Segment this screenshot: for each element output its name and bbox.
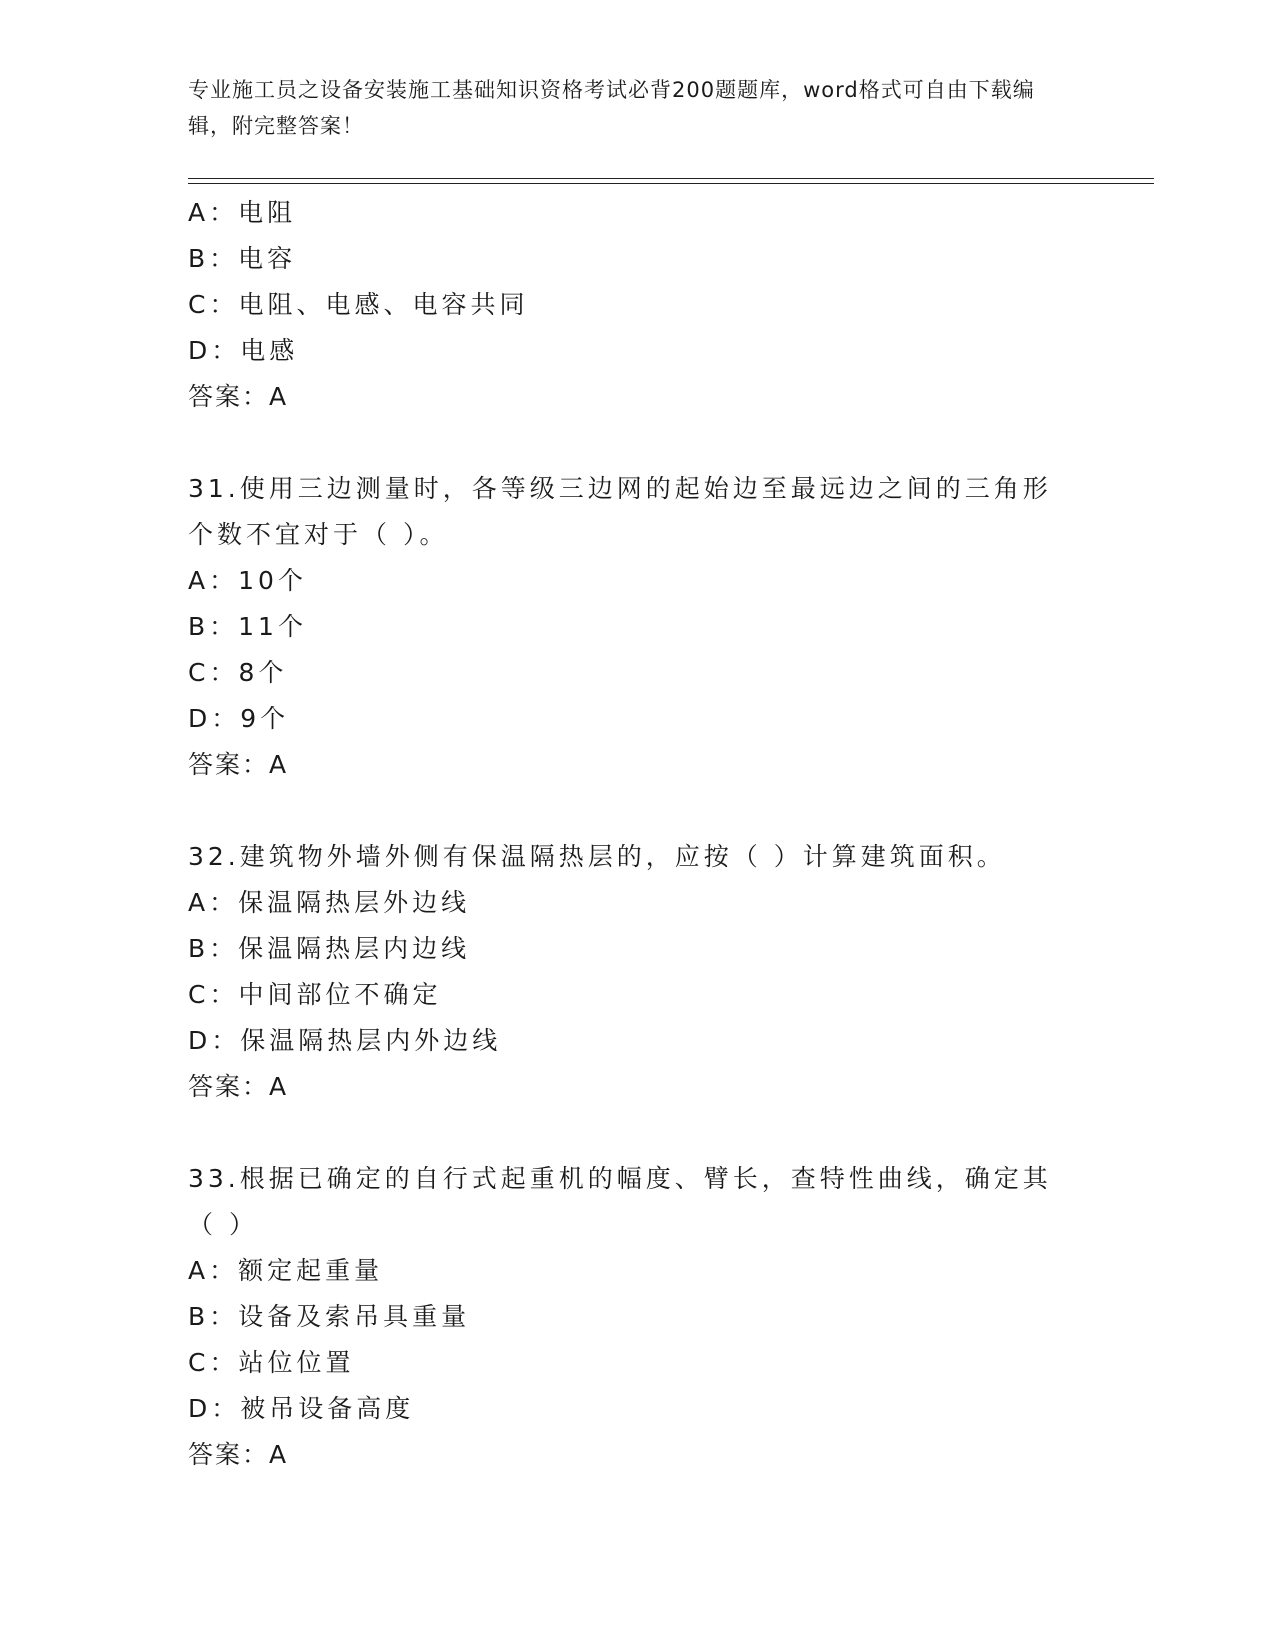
answer-line: 答案：A [188, 1072, 289, 1101]
header-divider-top [188, 178, 1154, 179]
option-b: B：保温隔热层内边线 [188, 934, 471, 963]
question-text: 33.根据已确定的自行式起重机的幅度、臂长，查特性曲线，确定其（ ） [188, 1164, 1052, 1239]
option-d: D：9个 [188, 704, 290, 733]
option-c: C：中间部位不确定 [188, 980, 442, 1009]
question-text: 31.使用三边测量时，各等级三边网的起始边至最远边之间的三角形个数不宜对于（ ）。 [188, 474, 1052, 549]
question-30-block [188, 190, 1088, 420]
option-b: B：电容 [188, 244, 297, 273]
option-b: B：设备及索吊具重量 [188, 1302, 471, 1331]
option-a: A：额定起重量 [188, 1256, 384, 1285]
option-a: A：保温隔热层外边线 [188, 888, 471, 917]
question-32-block [188, 834, 1088, 1110]
header-divider-bottom [188, 183, 1154, 184]
spacer [188, 1110, 1088, 1156]
option-d: D：保温隔热层内外边线 [188, 1026, 502, 1055]
option-c: C：电阻、电感、电容共同 [188, 290, 529, 319]
option-c: C：8个 [188, 658, 288, 687]
question-31-block [188, 466, 1088, 788]
question-33-block [188, 1156, 1088, 1478]
spacer [188, 788, 1088, 834]
option-c: C：站位位置 [188, 1348, 355, 1377]
option-a: A：10个 [188, 566, 307, 595]
question-list [188, 190, 1088, 1478]
option-d: D：电感 [188, 336, 299, 365]
question-text: 32.建筑物外墙外侧有保温隔热层的，应按（ ）计算建筑面积。 [188, 842, 1006, 871]
option-a: A：电阻 [188, 198, 297, 227]
option-b: B：11个 [188, 612, 307, 641]
option-d: D：被吊设备高度 [188, 1394, 415, 1423]
answer-line: 答案：A [188, 1440, 289, 1469]
answer-line: 答案：A [188, 382, 289, 411]
document-header: 专业施工员之设备安装施工基础知识资格考试必背200题题库，word格式可自由下载编辑，附完整答案！ [188, 78, 1035, 138]
spacer [188, 420, 1088, 466]
answer-line: 答案：A [188, 750, 289, 779]
